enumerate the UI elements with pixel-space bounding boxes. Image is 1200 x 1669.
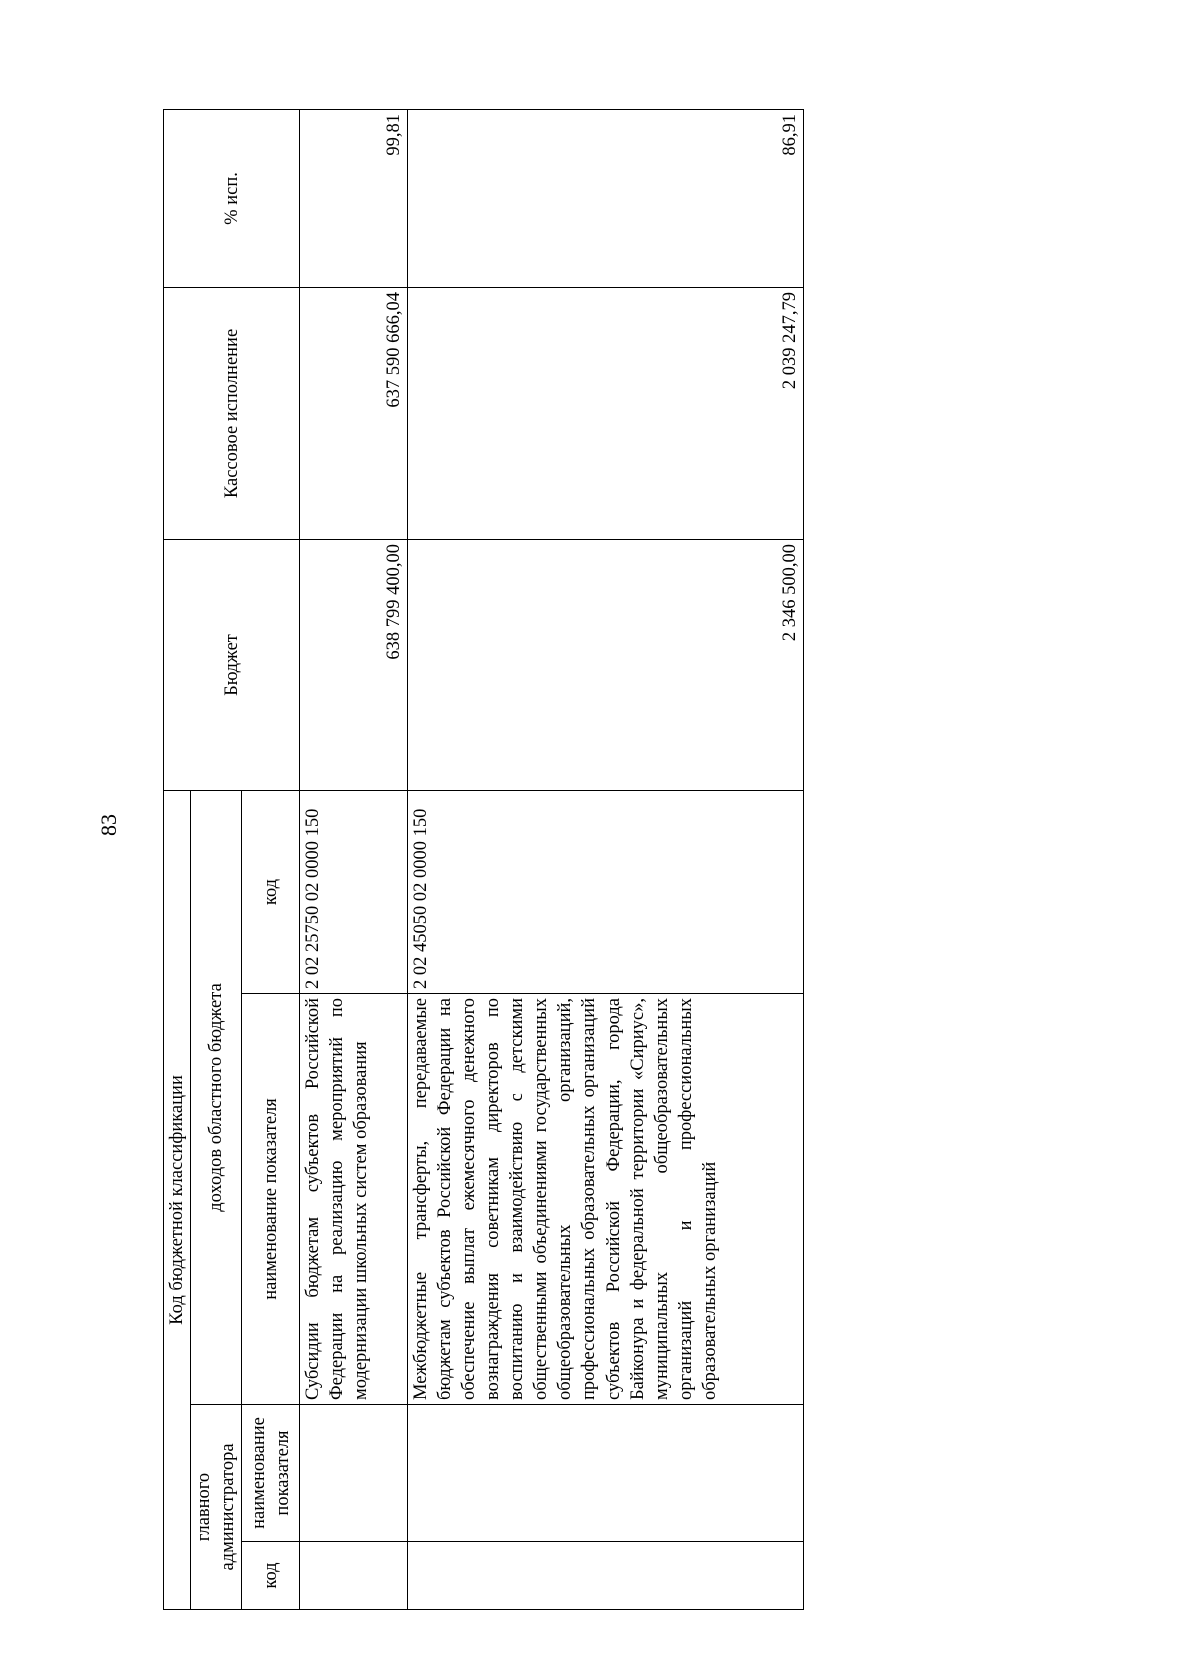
percent-cell: 86,91 <box>408 109 804 287</box>
admin-name-cell <box>300 1405 408 1542</box>
classification-code-header: Код бюджетной классификации <box>164 790 191 1609</box>
cash-execution-cell: 2 039 247,79 <box>408 287 804 539</box>
header-row-1 <box>164 109 191 1609</box>
regional-revenues-header: доходов областного бюджета <box>191 790 242 1404</box>
cash-execution-cell: 637 590 666,04 <box>300 287 408 539</box>
budget-cell: 2 346 500,00 <box>408 539 804 790</box>
budget-header: Бюджет <box>164 539 300 790</box>
page-number: 83 <box>96 814 121 836</box>
indicator-name-cell: Субсидии бюджетам субъектов Российской Федерации на реализацию мероприятий по модернизации школьных систем образования <box>300 994 408 1405</box>
admin-name-cell <box>408 1405 804 1542</box>
table-row <box>300 109 408 1609</box>
revenue-code-cell: 2 02 25750 02 0000 150 <box>300 790 408 993</box>
rotated-table-container <box>163 110 804 1610</box>
table-row <box>408 109 804 1609</box>
revenue-code-cell: 2 02 45050 02 0000 150 <box>408 790 804 993</box>
budget-table <box>163 109 804 1610</box>
indicator-name-cell: Межбюджетные трансферты, передаваемые бюджетам субъектов Российской Федерации на обеспечение выплат ежемесячного денежного вознаграждения советникам директоров по воспитанию и взаимодействию с детскими общественными объединениями государственных общеобразовательных организаций, профессиональных образовательных организаций субъектов Российской Федерации, города Байконура и федеральной территории «Сириус», муниципальных общеобразовательных организаций и профессиональных образовательных организаций <box>408 994 804 1405</box>
percent-cell: 99,81 <box>300 109 408 287</box>
admin-code-cell <box>408 1542 804 1610</box>
admin-indicator-name-header: наименование показателя <box>242 1405 300 1542</box>
cash-execution-header: Кассовое исполнение <box>164 287 300 539</box>
admin-code-cell <box>300 1542 408 1610</box>
budget-cell: 638 799 400,00 <box>300 539 408 790</box>
percent-executed-header: % исп. <box>164 109 300 287</box>
revenue-code-header: код <box>242 790 300 993</box>
chief-administrator-header: главного администратора <box>191 1405 242 1610</box>
admin-code-header: код <box>242 1542 300 1610</box>
revenue-indicator-name-header: наименование показателя <box>242 994 300 1405</box>
